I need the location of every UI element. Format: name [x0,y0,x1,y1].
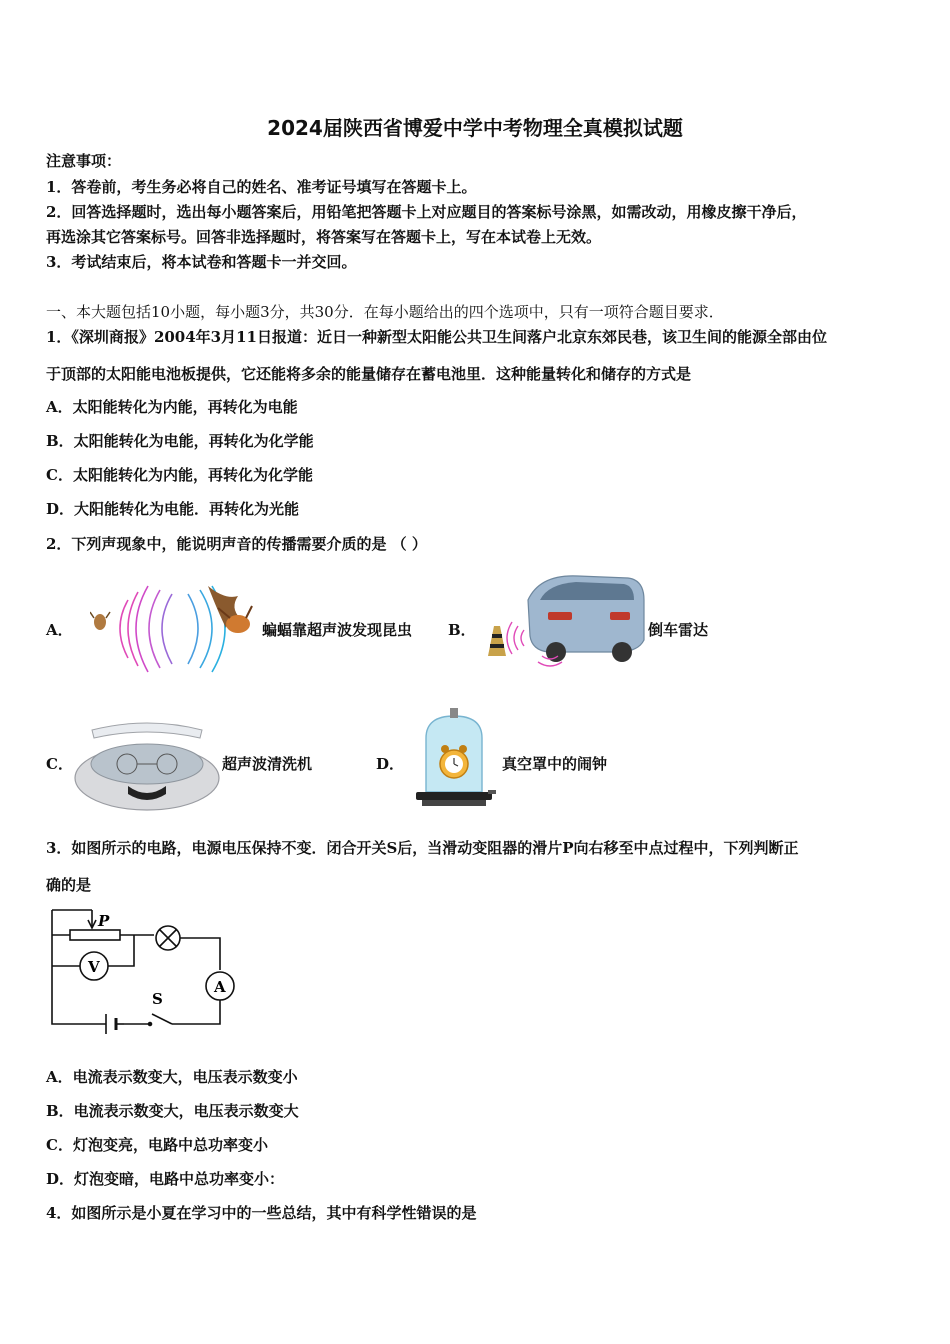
q3-option-d: D．灯泡变暗，电路中总功率变小： [46,1170,285,1188]
circuit-v-label: V [88,958,100,976]
notice-heading: 注意事项： [46,152,122,170]
bat-sound-wave-image [90,578,255,678]
q2-option-b-caption: 倒车雷达 [648,621,709,639]
q3-option-a: A．电流表示数变大，电压表示数变小 [46,1068,298,1086]
circuit-s-label: S [152,990,163,1008]
q1-option-a: A．太阳能转化为内能，再转化为电能 [46,398,298,416]
q2-option-d-caption: 真空罩中的闹钟 [502,755,608,773]
ultrasonic-cleaner-image [72,716,222,812]
q2-option-a-caption: 蝙蝠靠超声波发现昆虫 [262,621,413,639]
q1-option-d: D．大阳能转化为电能．再转化为光能 [46,500,300,518]
q2-stem: 2．下列声现象中，能说明声音的传播需要介质的是 （ ） [46,535,427,553]
q3-stem-line1: 3．如图所示的电路，电源电压保持不变．闭合开关S后，当滑动变阻器的滑片P向右移至中点过程中，下列判断正 [46,839,799,857]
q2-option-d-label: D． [376,755,405,773]
q1-stem-line2: 于顶部的太阳能电池板提供，它还能将多余的能量储存在蓄电池里．这种能量转化和储存的方式是 [46,365,692,383]
q4-stem: 4．如图所示是小夏在学习中的一些总结，其中有科学性错误的是 [46,1204,477,1222]
circuit-p-label: P [98,912,110,930]
q1-option-c: C．太阳能转化为内能，再转化为化学能 [46,466,313,484]
section-heading: 一、本大题包括10小题，每小题3分，共30分．在每小题给出的四个选项中，只有一项符合题目要求． [46,303,724,321]
q2-option-c-label: C． [46,755,73,773]
q3-stem-line2: 确的是 [46,876,92,894]
page-title: 2024届陕西省博爱中学中考物理全真模拟试题 [267,116,683,140]
q2-option-a-label: A． [46,621,73,639]
q1-stem-line1: 1．《深圳商报》2004年3月11日报道：近日一种新型太阳能公共卫生间落户北京东郊民巷，该卫生间的能源全部由位 [46,328,828,346]
q3-option-b: B．电流表示数变大，电压表示数变大 [46,1102,299,1120]
notice-item-2-cont: 再选涂其它答案标号。回答非选择题时，将答案写在答题卡上，写在本试卷上无效。 [46,228,602,246]
circuit-a-label: A [214,978,226,996]
q3-option-c: C．灯泡变亮，电路中总功率变小 [46,1136,268,1154]
circuit-diagram [46,906,246,1036]
vacuum-bell-jar-alarm-clock-image [412,706,497,810]
q2-option-b-label: B． [448,621,476,639]
q2-option-c-caption: 超声波清洗机 [222,755,313,773]
notice-item-1: 1．答卷前，考生务必将自己的姓名、准考证号填写在答题卡上。 [46,178,477,196]
notice-item-2: 2．回答选择题时，选出每小题答案后，用铅笔把答题卡上对应题目的答案标号涂黑，如需改动，用橡皮擦干净后， [46,203,807,221]
q1-option-b: B．太阳能转化为电能，再转化为化学能 [46,432,314,450]
notice-item-3: 3．考试结束后，将本试卷和答题卡一并交回。 [46,253,357,271]
car-reverse-radar-image [478,570,648,670]
